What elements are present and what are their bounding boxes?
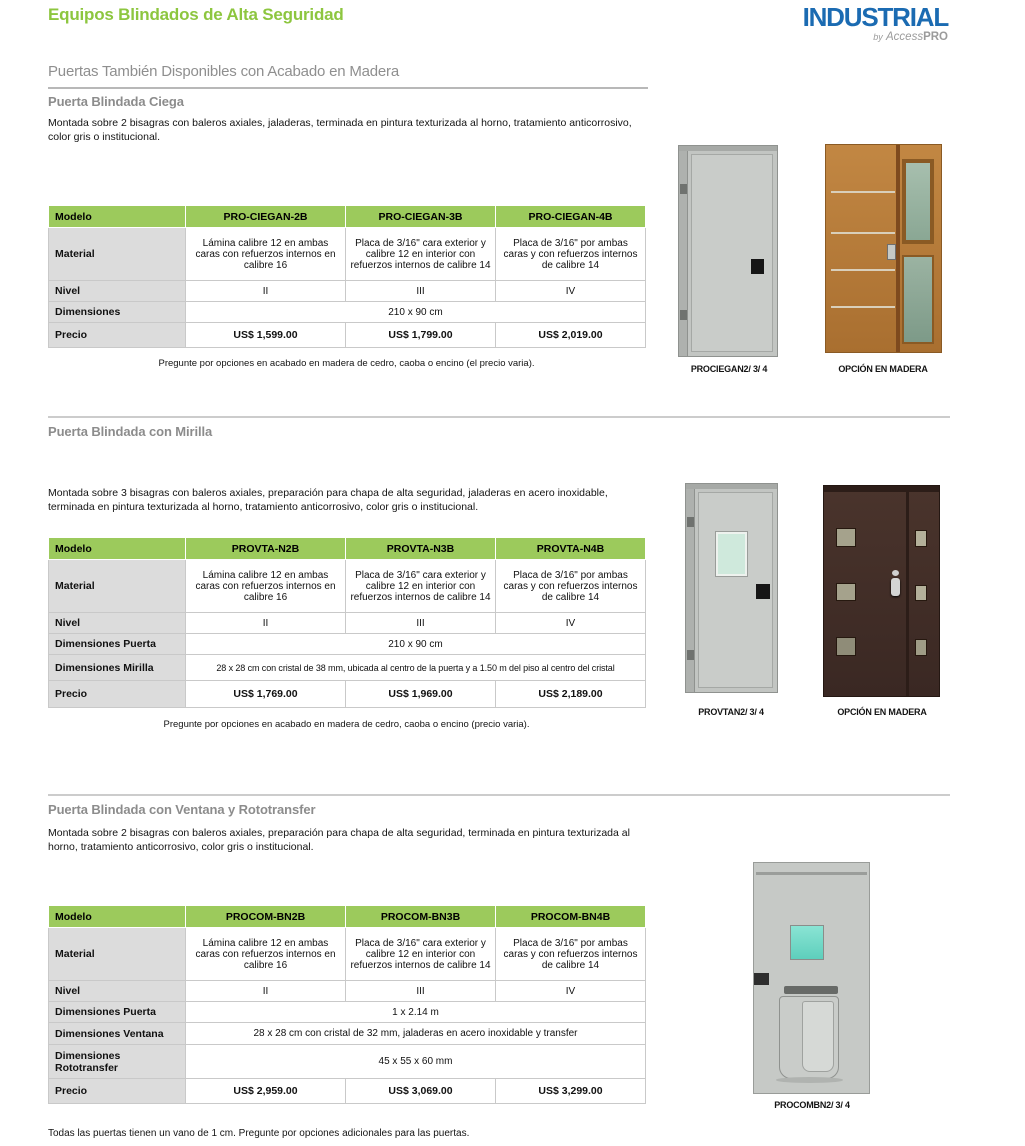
table-cell: III	[346, 613, 496, 634]
spec-table-mirilla	[48, 537, 646, 708]
door-trim-line	[831, 191, 895, 193]
column-header-model: PRO-CIEGAN-4B	[496, 206, 646, 228]
door-handle	[756, 584, 770, 599]
door-leaf	[691, 154, 773, 352]
door-hinge	[687, 650, 694, 660]
door-glass-square	[836, 583, 857, 602]
table-cell: IV	[496, 981, 646, 1002]
row-label-dimensiones-puerta: Dimensiones Puerta	[49, 634, 186, 655]
table-cell: Placa de 3/16" cara exterior y calibre 12 en interior con refuerzos internos de calibre 14	[346, 928, 496, 981]
price-cell: US$ 1,969.00	[346, 681, 496, 708]
row-label-material: Material	[49, 560, 186, 613]
door-mirilla-window	[716, 532, 747, 576]
door-hinge	[680, 184, 687, 194]
table-note-mirilla: Pregunte por opciones en acabado en madera de cedro, caoba o encino (precio varia).	[163, 719, 530, 730]
figure-caption: PROCOMBN2/ 3/ 4	[774, 1100, 850, 1110]
door-glass-panel	[902, 159, 934, 244]
table-cell: Lámina calibre 12 en ambas caras con refuerzos internos en calibre 16	[186, 928, 346, 981]
table-cell: II	[186, 613, 346, 634]
table-row	[49, 655, 646, 681]
door-knob	[892, 570, 899, 576]
column-header-model: PROVTA-N2B	[186, 538, 346, 560]
table-cell: 45 x 55 x 60 mm	[186, 1045, 646, 1079]
row-label-dimensiones-mirilla: Dimensiones Mirilla	[49, 655, 186, 681]
table-row	[49, 302, 646, 323]
section-description-rototransfer: Montada sobre 2 bisagras con baleros axiales, preparación para chapa de alta seguridad, terminada en pintura texturizada al horno, tratamiento anticorrosivo, color gris o institucional.	[48, 827, 630, 853]
brand-byline-access: Access	[886, 31, 924, 43]
table-row	[49, 981, 646, 1002]
column-header-modelo: Modelo	[49, 906, 186, 928]
row-label-precio: Precio	[49, 1079, 186, 1104]
price-cell: US$ 1,599.00	[186, 323, 346, 348]
table-cell: Placa de 3/16" por ambas caras y con refuerzos internos de calibre 14	[496, 228, 646, 281]
table-row	[49, 206, 646, 228]
door-cap	[756, 872, 866, 875]
table-row	[49, 560, 646, 613]
table-cell: III	[346, 981, 496, 1002]
table-note-ciega: Pregunte por opciones en acabado en madera de cedro, caoba o encino (el precio varia).	[158, 358, 535, 369]
price-cell: US$ 2,959.00	[186, 1079, 346, 1104]
table-cell: 210 x 90 cm	[186, 302, 646, 323]
section-divider	[48, 794, 950, 796]
section-heading-mirilla: Puerta Blindada con Mirilla	[48, 424, 213, 439]
table-cell: IV	[496, 281, 646, 302]
rototransfer-top-bar	[784, 986, 838, 994]
table-cell: II	[186, 981, 346, 1002]
table-row	[49, 1045, 646, 1079]
door-jamb	[679, 146, 688, 356]
door-handle	[891, 578, 900, 596]
table-cell: Placa de 3/16" por ambas caras y con refuerzos internos de calibre 14	[496, 928, 646, 981]
door-trim-line	[831, 306, 895, 308]
table-row	[49, 613, 646, 634]
page-subtitle: Puertas También Disponibles con Acabado en Madera	[48, 63, 648, 89]
door-glass-square	[836, 528, 857, 547]
page-title: Equipos Blindados de Alta Seguridad	[48, 5, 344, 24]
brand-name: INDUSTRIAL	[802, 2, 948, 32]
table-cell: Placa de 3/16" cara exterior y calibre 12 en interior con refuerzos internos de calibre 14	[346, 560, 496, 613]
spec-table-ciega	[48, 205, 646, 348]
table-cell: Placa de 3/16" cara exterior y calibre 12 en interior con refuerzos internos de calibre 14	[346, 228, 496, 281]
table-cell: Lámina calibre 12 en ambas caras con refuerzos internos en calibre 16	[186, 228, 346, 281]
column-header-model: PRO-CIEGAN-2B	[186, 206, 346, 228]
row-label-dimensiones: Dimensiones	[49, 302, 186, 323]
door-base-shadow	[776, 1077, 843, 1083]
price-cell: US$ 2,019.00	[496, 323, 646, 348]
table-row	[49, 1023, 646, 1045]
section-description-mirilla: Montada sobre 3 bisagras con baleros axiales, preparación para chapa de alta seguridad, jaladeras en acero inoxidable, terminada en pintura texturizada al horno, tratamiento anticorrosivo, color gris o institucional.	[48, 487, 608, 513]
column-header-model: PROVTA-N4B	[496, 538, 646, 560]
table-cell: 28 x 28 cm con cristal de 38 mm, ubicada al centro de la puerta y a 1.50 m del piso al centro del cristal	[186, 655, 646, 681]
column-header-modelo: Modelo	[49, 538, 186, 560]
table-cell: II	[186, 281, 346, 302]
door-glass-square	[915, 585, 928, 602]
door-cap	[824, 486, 939, 492]
row-label-dimensiones-puerta: Dimensiones Puerta	[49, 1002, 186, 1023]
column-header-model: PROCOM-BN2B	[186, 906, 346, 928]
door-ventana-window	[790, 925, 825, 960]
door-handle	[751, 259, 764, 274]
table-row	[49, 1079, 646, 1104]
table-row	[49, 634, 646, 655]
door-image-provtan	[685, 483, 778, 693]
table-cell: Placa de 3/16" por ambas caras y con refuerzos internos de calibre 14	[496, 560, 646, 613]
row-label-dimensiones-ventana: Dimensiones Ventana	[49, 1023, 186, 1045]
price-cell: US$ 2,189.00	[496, 681, 646, 708]
door-glass-square	[836, 637, 857, 656]
door-glass-square	[915, 530, 928, 547]
column-header-model: PROCOM-BN3B	[346, 906, 496, 928]
door-glass-square	[915, 639, 928, 656]
table-row	[49, 228, 646, 281]
table-cell: 210 x 90 cm	[186, 634, 646, 655]
figure-caption: PROVTAN2/ 3/ 4	[698, 707, 764, 717]
door-jamb	[686, 484, 695, 692]
table-row	[49, 906, 646, 928]
section-heading-ciega: Puerta Blindada Ciega	[48, 94, 184, 109]
door-mullion	[896, 145, 900, 352]
table-cell: 1 x 2.14 m	[186, 1002, 646, 1023]
figure-caption: PROCIEGAN2/ 3/ 4	[690, 364, 768, 374]
column-header-model: PROVTA-N3B	[346, 538, 496, 560]
table-cell: Lámina calibre 12 en ambas caras con refuerzos internos en calibre 16	[186, 560, 346, 613]
table-row	[49, 681, 646, 708]
figure-caption: OPCIÓN EN MADERA	[837, 707, 927, 717]
row-label-precio: Precio	[49, 681, 186, 708]
price-cell: US$ 3,069.00	[346, 1079, 496, 1104]
door-mullion	[906, 486, 909, 696]
table-row	[49, 323, 646, 348]
price-cell: US$ 1,799.00	[346, 323, 496, 348]
column-header-model: PRO-CIEGAN-3B	[346, 206, 496, 228]
door-image-madera-ciega	[825, 144, 942, 353]
table-row	[49, 1002, 646, 1023]
table-cell: III	[346, 281, 496, 302]
door-hinge	[687, 517, 694, 527]
column-header-modelo: Modelo	[49, 206, 186, 228]
door-cap	[679, 146, 777, 151]
door-glass-panel	[902, 255, 934, 344]
column-header-model: PROCOM-BN4B	[496, 906, 646, 928]
door-trim-line	[831, 269, 895, 271]
door-trim-line	[831, 232, 895, 234]
table-cell: IV	[496, 613, 646, 634]
rototransfer-drum-door	[802, 1001, 834, 1072]
price-cell: US$ 3,299.00	[496, 1079, 646, 1104]
row-label-material: Material	[49, 928, 186, 981]
section-description-ciega: Montada sobre 2 bisagras con baleros axiales, jaladeras, terminada en pintura texturizada al horno, tratamiento anticorrosivo, color gris o institucional.	[48, 117, 632, 143]
door-handle	[887, 244, 896, 260]
section-heading-rototransfer: Puerta Blindada con Ventana y Rototransfer	[48, 802, 316, 817]
door-image-procom	[753, 862, 870, 1094]
row-label-nivel: Nivel	[49, 981, 186, 1002]
table-row	[49, 281, 646, 302]
row-label-dimensiones-rototransfer: Dimensiones Rototransfer	[49, 1045, 186, 1079]
footer-note: Todas las puertas tienen un vano de 1 cm. Pregunte por opciones adicionales para las puertas.	[48, 1128, 470, 1139]
row-label-precio: Precio	[49, 323, 186, 348]
spec-table-rototransfer	[48, 905, 646, 1104]
door-slot	[754, 973, 769, 985]
brand-logo	[803, 4, 948, 43]
brand-byline-pro: PRO	[923, 31, 948, 43]
brand-byline-by: by	[873, 32, 883, 42]
row-label-nivel: Nivel	[49, 613, 186, 634]
door-image-prociegan	[678, 145, 778, 357]
price-cell: US$ 1,769.00	[186, 681, 346, 708]
figure-caption: OPCIÓN EN MADERA	[838, 364, 928, 374]
section-divider	[48, 416, 950, 418]
table-row	[49, 538, 646, 560]
brand-byline	[803, 31, 948, 43]
row-label-material: Material	[49, 228, 186, 281]
table-row	[49, 928, 646, 981]
door-image-madera-mirilla	[823, 485, 940, 697]
door-hinge	[680, 310, 687, 320]
door-cap	[686, 484, 777, 489]
row-label-nivel: Nivel	[49, 281, 186, 302]
table-cell: 28 x 28 cm con cristal de 32 mm, jaladeras en acero inoxidable y transfer	[186, 1023, 646, 1045]
